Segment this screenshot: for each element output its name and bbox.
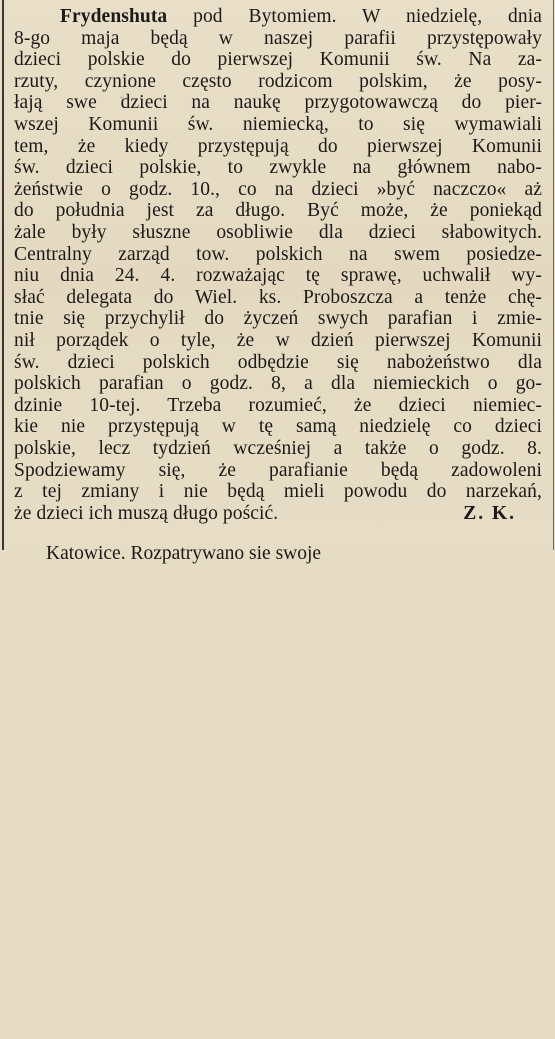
- text-line-rest: pod Bytomiem. W niedzielę, dnia: [193, 6, 542, 27]
- text-line: niu dnia 24. 4. rozważając tę sprawę, uchwalił wy-: [14, 265, 542, 287]
- article-place-name: Frydenshuta: [60, 6, 168, 27]
- text-line: nił porządek o tyle, że w dzień pierwszej Komunii: [14, 330, 542, 351]
- text-line: słać delegata do Wiel. ks. Proboszcza a tenże chę-: [14, 286, 542, 308]
- news-article: [14, 6, 542, 542]
- author-signature: Z. K.: [463, 502, 516, 524]
- text-line: [14, 6, 542, 28]
- next-article-cut-off: [46, 539, 516, 564]
- text-line: żale były słuszne osobliwie dla dzieci słabowitych.: [14, 222, 542, 243]
- text-line: wszej Komunii św. niemiecką, to się wymawiali: [14, 114, 542, 135]
- text-line: tnie się przychylił do życzeń swych parafian i zmie-: [14, 308, 542, 330]
- text-line: rzuty, czynione często rodzicom polskim, że posy-: [14, 70, 542, 92]
- text-line: św. dzieci polskich odbędzie się nabożeństwo dla: [14, 351, 542, 373]
- text-line: polskich parafian o godz. 8, a dla niemieckich o go-: [14, 373, 542, 395]
- column-rule-left: [2, 0, 4, 550]
- text-line: 8-go maja będą w naszej parafii przystępowały: [14, 27, 542, 49]
- text-line: dzieci polskie do pierwszej Komunii św. Na za-: [14, 49, 542, 71]
- text-line: z tej zmiany i nie będą mieli powodu do narzekań,: [14, 481, 542, 503]
- text-line: kie nie przystępują w tę samą niedzielę co dzieci: [14, 416, 542, 438]
- final-sentence: że dzieci ich muszą długo pościć.: [14, 502, 279, 524]
- text-line: łają swe dzieci na naukę przygotowawczą do pier-: [14, 92, 542, 114]
- column-rule-right: [553, 0, 554, 550]
- text-line: Spodziewamy się, że parafianie będą zadowoleni: [14, 459, 542, 481]
- text-line: polskie, lecz tydzień wcześniej a także o godz. 8.: [14, 438, 542, 459]
- text-line: tem, że kiedy przystępują do pierwszej Komunii: [14, 135, 542, 157]
- article-closing: [14, 503, 542, 1039]
- text-line-final: [14, 503, 542, 525]
- text-line: dzinie 10-tej. Trzeba rozumieć, że dzieci niemiec-: [14, 394, 542, 416]
- text-line: żeństwie o godz. 10., co na dzieci »być naczczo« aż: [14, 178, 542, 200]
- text-line: Centralny zarząd tow. polskich na swem posiedze-: [14, 243, 542, 265]
- next-article-text: Katowice. Rozpatrywano sie swoje: [46, 543, 322, 564]
- text-line: do południa jest za długo. Być może, że poniekąd: [14, 200, 542, 222]
- text-line: św. dzieci polskie, to zwykle na głównem nabo-: [14, 157, 542, 179]
